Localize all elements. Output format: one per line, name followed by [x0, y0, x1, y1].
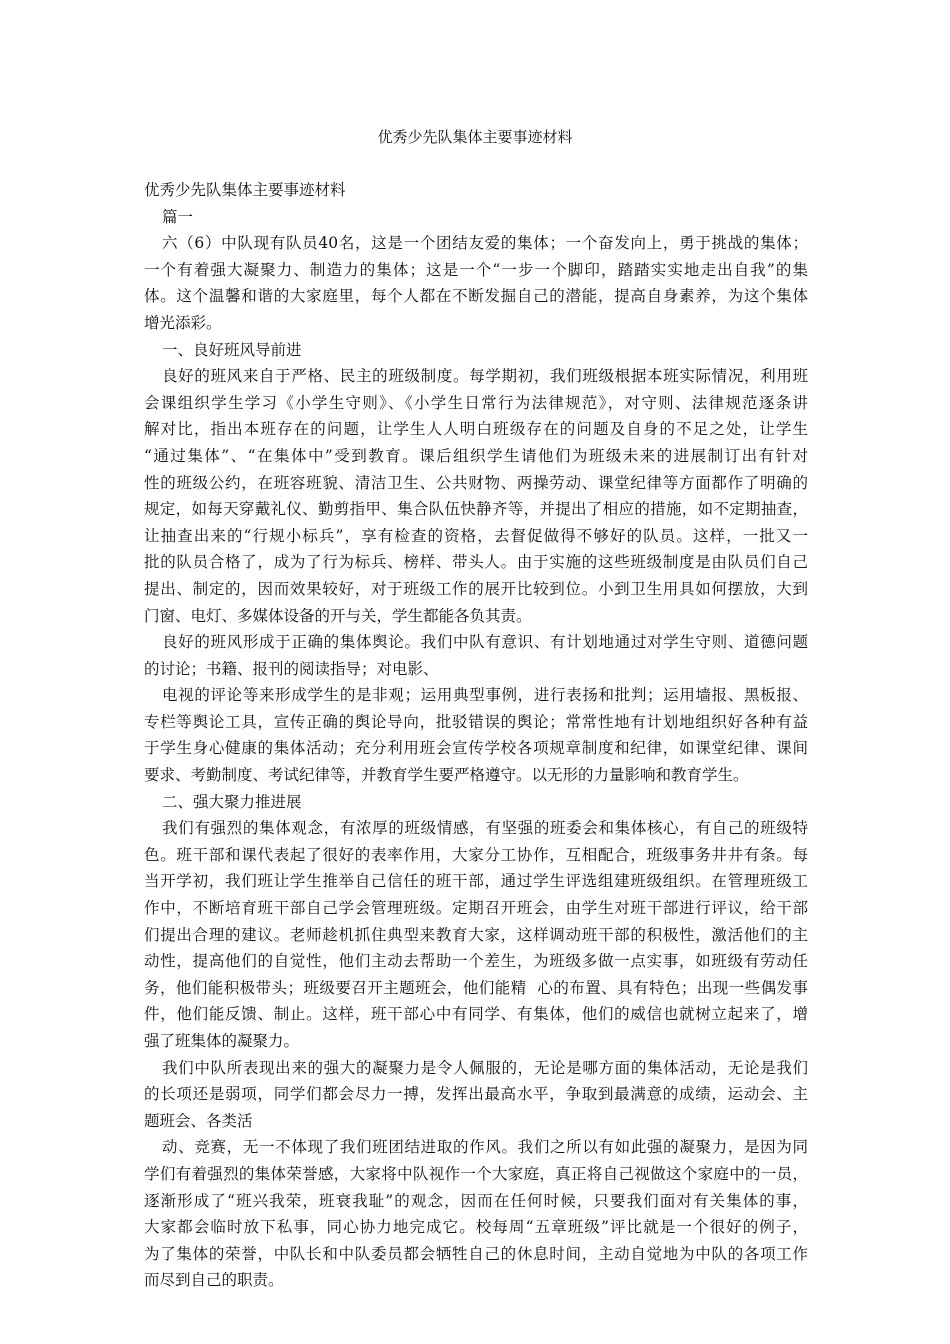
text-line: 的讨论；书籍、报刊的阅读指导；对电影、 — [144, 659, 439, 678]
text-line: 篇一 — [162, 207, 194, 226]
text-line: 优秀少先队集体主要事迹材料 — [144, 181, 346, 199]
text-line: 批的队员合格了，成为了行为标兵、榜样、带头人。由于实施的这些班级制度是由队员们自己 — [144, 553, 808, 572]
text-line: 规定，如每天穿戴礼仪、勤剪指甲、集合队伍快静齐等，并提出了相应的措施，如不定期抽查， — [144, 500, 808, 519]
text-line: 当开学初，我们班让学生推举自己信任的班干部，通过学生评选组建班级组织。在管理班级工 — [144, 872, 808, 891]
text-line: 要求、考勤制度、考试纪律等，并教育学生要严格遵守。以无形的力量影响和教育学生。 — [144, 766, 749, 785]
text-line: 让抽查出来的“行规小标兵”，享有检查的资格，去督促做得不够好的队员。这样，一批又一 — [144, 526, 808, 545]
text-line: 良好的班风形成于正确的集体舆论。我们中队有意识、有计划地通过对学生守则、道德问题 — [162, 633, 808, 652]
text-line: 良好的班风来自于严格、民主的班级制度。每学期初，我们班级根据本班实际情况，利用班 — [162, 367, 808, 386]
text-line: 体。这个温馨和谐的大家庭里，每个人都在不断发掘自己的潜能，提高自身素养，为这个集体 — [144, 287, 808, 306]
text-line: 解对比，指出本班存在的问题，让学生人人明白班级存在的问题及自身的不足之处，让学生 — [144, 420, 808, 439]
text-line: 门窗、电灯、多媒体设备的开与关，学生都能各负其责。 — [144, 606, 532, 625]
text-line: 一、良好班风导前进 — [162, 340, 302, 359]
text-line: 二、强大聚力推进展 — [162, 792, 302, 811]
text-line: 于学生身心健康的集体活动；充分利用班会宣传学校各项规章制度和纪律，如课堂纪律、课间 — [144, 739, 808, 758]
text-line: 我们中队所表现出来的强大的凝聚力是令人佩服的，无论是哪方面的集体活动，无论是我们 — [162, 1058, 808, 1077]
text-line: “通过集体”、“在集体中”受到教育。课后组织学生请他们为班级未来的进展制订出有针对 — [144, 446, 808, 465]
text-line: 务，他们能积极带头；班级要召开主题班会，他们能精 心的布置、具有特色；出现一些偶发事 — [144, 978, 808, 997]
text-line: 学们有着强烈的集体荣誉感，大家将中队视作一个大家庭，真正将自己视做这个家庭中的一员， — [144, 1164, 808, 1183]
text-line: 增光添彩。 — [144, 313, 222, 332]
text-line: 们提出合理的建议。老师趁机抓住典型来教育大家，这样调动班干部的积极性，激活他们的主 — [144, 925, 808, 944]
document-title: 优秀少先队集体主要事迹材料 — [377, 128, 573, 146]
text-line: 大家都会临时放下私事，同心协力地完成它。校每周“五章班级”评比就是一个很好的例子， — [144, 1218, 808, 1237]
text-line: 件，他们能反馈、制止。这样，班干部心中有同学、有集体，他们的威信也就树立起来了，增 — [144, 1005, 808, 1024]
text-line: 逐渐形成了“班兴我荣，班衰我耻”的观念，因而在任何时候，只要我们面对有关集体的事， — [144, 1191, 808, 1210]
text-line: 的长项还是弱项，同学们都会尽力一搏，发挥出最高水平，争取到最满意的成绩，运动会、主 — [144, 1085, 808, 1104]
text-line: 专栏等舆论工具，宣传正确的舆论导向，批驳错误的舆论；常常性地有计划地组织好各种有益 — [144, 712, 808, 731]
text-line: 强了班集体的凝聚力。 — [144, 1032, 300, 1050]
text-line: 会课组织学生学习《小学生守则》、《小学生日常行为法律规范》，对守则、法律规范逐条讲 — [144, 393, 808, 412]
text-line: 我们有强烈的集体观念，有浓厚的班级情感，有坚强的班委会和集体核心，有自己的班级特 — [162, 819, 808, 838]
text-line: 电视的评论等来形成学生的是非观；运用典型事例，进行表扬和批判；运用墙报、黑板报、 — [162, 686, 808, 705]
document-body — [144, 177, 808, 1294]
text-line: 性的班级公约，在班容班貌、清洁卫生、公共财物、两操劳动、课堂纪律等方面都作了明确的 — [144, 473, 808, 492]
text-line: 题班会、各类活 — [144, 1111, 253, 1130]
text-line: 为了集体的荣誉，中队长和中队委员都会牺牲自己的休息时间，主动自觉地为中队的各项工作 — [144, 1244, 808, 1263]
text-line: 提出、制定的，因而效果较好，对于班级工作的展开比较到位。小到卫生用具如何摆放，大到 — [144, 579, 808, 598]
text-line: 作中，不断培育班干部自己学会管理班级。定期召开班会，由学生对班干部进行评议，给干部 — [144, 899, 808, 918]
text-line: 动性，提高他们的自觉性，他们主动去帮助一个差生，为班级多做一点实事，如班级有劳动任 — [144, 952, 808, 971]
text-line: 一个有着强大凝聚力、制造力的集体；这是一个“一步一个脚印，踏踏实实地走出自我”的集 — [144, 260, 808, 279]
text-line: 色。班干部和课代表起了很好的表率作用，大家分工协作，互相配合，班级事务井井有条。每 — [144, 845, 808, 864]
text-line: 动、竞赛，无一不体现了我们班团结进取的作风。我们之所以有如此强的凝聚力，是因为同 — [162, 1138, 808, 1157]
text-line: 六（6）中队现有队员40名，这是一个团结友爱的集体；一个奋发向上，勇于挑战的集体； — [162, 234, 808, 253]
text-line: 而尽到自己的职责。 — [144, 1271, 284, 1290]
